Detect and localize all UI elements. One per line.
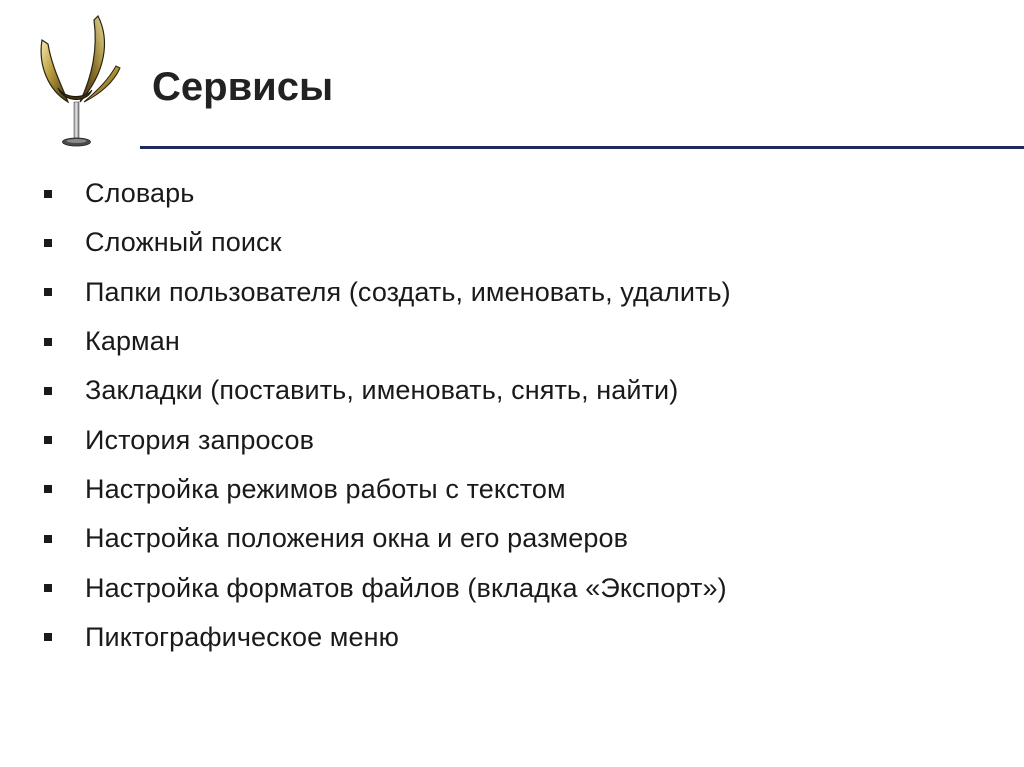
list-item-text: Словарь bbox=[85, 178, 195, 209]
list-item bbox=[44, 514, 731, 563]
list-item-text: История запросов bbox=[85, 424, 315, 455]
bullet-square-icon bbox=[44, 288, 52, 296]
bullet-square-icon bbox=[44, 387, 52, 395]
bullet-square-icon bbox=[44, 239, 52, 247]
bullet-list bbox=[44, 169, 731, 662]
list-item-text: Папки пользователя (создать, именовать, удалить) bbox=[85, 276, 731, 307]
list-item-text: Сложный поиск bbox=[85, 227, 282, 258]
list-item-text: Карман bbox=[85, 326, 180, 357]
goblet-logo-icon bbox=[28, 10, 128, 152]
bullet-square-icon bbox=[44, 535, 52, 543]
list-item-text: Настройка режимов работы с текстом bbox=[85, 473, 566, 504]
list-item bbox=[44, 218, 731, 267]
slide-title: Сервисы bbox=[152, 65, 334, 109]
list-item-text: Закладки (поставить, именовать, снять, найти) bbox=[85, 375, 679, 406]
list-item-text: Настройка положения окна и его размеров bbox=[85, 523, 629, 554]
bullet-square-icon bbox=[44, 485, 52, 493]
bullet-square-icon bbox=[44, 584, 52, 592]
title-divider bbox=[140, 146, 1024, 149]
list-item bbox=[44, 465, 731, 514]
list-item-text: Пиктографическое меню bbox=[85, 621, 399, 652]
bullet-square-icon bbox=[44, 190, 52, 198]
list-item bbox=[44, 268, 731, 317]
bullet-square-icon bbox=[44, 436, 52, 444]
list-item bbox=[44, 366, 731, 415]
list-item bbox=[44, 169, 731, 218]
list-item-text: Настройка форматов файлов (вкладка «Экспорт») bbox=[85, 572, 727, 603]
list-item bbox=[44, 613, 731, 662]
list-item bbox=[44, 563, 731, 612]
list-item bbox=[44, 415, 731, 464]
bullet-square-icon bbox=[44, 338, 52, 346]
list-item bbox=[44, 317, 731, 366]
bullet-square-icon bbox=[44, 633, 52, 641]
